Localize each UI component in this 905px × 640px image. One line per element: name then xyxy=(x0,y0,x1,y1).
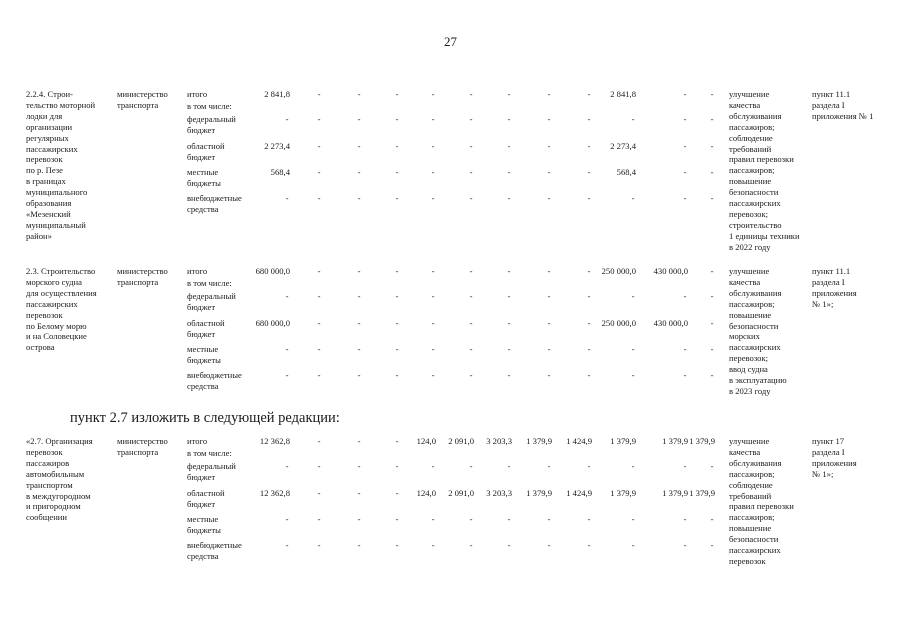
funding-value: 680 000,0 xyxy=(255,266,290,276)
funding-value: - xyxy=(285,540,289,550)
funding-value: - xyxy=(547,514,551,524)
funding-value: - xyxy=(317,141,321,151)
funding-source: итого xyxy=(187,266,208,276)
funding-value: - xyxy=(395,141,399,151)
funding-value: - xyxy=(431,114,435,124)
funding-value: - xyxy=(631,344,635,354)
result: улучшение качества обслуживания пассажиров; соблюдение требований правил перевозки пассажиров; повышение безопасности пассажирских перевозок; строительство 1 единицы техники в 2022 году xyxy=(729,89,800,252)
funding-value: 568,4 xyxy=(270,167,290,177)
funding-value: - xyxy=(395,291,399,301)
funding-value: - xyxy=(507,318,511,328)
funding-value: - xyxy=(710,370,714,380)
funding-value: 1 379,9 xyxy=(610,436,636,446)
funding-value: - xyxy=(431,266,435,276)
funding-value: 2 273,4 xyxy=(610,141,636,151)
funding-value: - xyxy=(587,114,591,124)
funding-value: - xyxy=(395,114,399,124)
funding-value: - xyxy=(710,461,714,471)
funding-value: - xyxy=(317,193,321,203)
funding-value: - xyxy=(710,344,714,354)
funding-value: - xyxy=(285,461,289,471)
funding-value: - xyxy=(285,514,289,524)
funding-value: - xyxy=(587,540,591,550)
funding-value: - xyxy=(547,89,551,99)
page-number: 27 xyxy=(444,34,457,49)
funding-value: - xyxy=(285,291,289,301)
funding-value: - xyxy=(469,89,473,99)
funding-value: - xyxy=(357,89,361,99)
funding-value: 568,4 xyxy=(616,167,636,177)
funding-value: - xyxy=(395,89,399,99)
funding-value: - xyxy=(469,141,473,151)
funding-value: - xyxy=(317,461,321,471)
funding-source: местные бюджеты xyxy=(187,514,221,535)
funding-value: - xyxy=(710,514,714,524)
funding-value: - xyxy=(469,193,473,203)
funding-value: - xyxy=(507,141,511,151)
funding-value: 3 203,3 xyxy=(486,436,512,446)
funding-value: 2 841,8 xyxy=(264,89,290,99)
event-name: 2.3. Строительство морского судна для осуществления пассажирских перевозок по Белому морю и на Соловецкие острова xyxy=(26,266,97,353)
funding-value: 124,0 xyxy=(416,436,436,446)
funding-value: - xyxy=(683,114,687,124)
funding-value: - xyxy=(317,89,321,99)
funding-value: - xyxy=(507,89,511,99)
funding-value: - xyxy=(631,291,635,301)
funding-value: - xyxy=(507,167,511,177)
funding-value: - xyxy=(357,461,361,471)
funding-value: - xyxy=(507,370,511,380)
funding-value: - xyxy=(587,344,591,354)
funding-value: - xyxy=(395,344,399,354)
funding-source: внебюджетные средства xyxy=(187,193,242,214)
funding-value: - xyxy=(683,141,687,151)
funding-value: - xyxy=(317,344,321,354)
funding-value: - xyxy=(507,461,511,471)
funding-value: - xyxy=(395,488,399,498)
funding-value: - xyxy=(431,370,435,380)
executor: министерство транспорта xyxy=(117,266,168,287)
instruction-heading: пункт 2.7 изложить в следующей редакции: xyxy=(70,410,340,426)
funding-value: - xyxy=(683,193,687,203)
funding-value: - xyxy=(431,141,435,151)
funding-value: 1 424,9 xyxy=(566,436,592,446)
funding-value: - xyxy=(631,514,635,524)
funding-source: внебюджетные средства xyxy=(187,540,242,561)
funding-value: - xyxy=(547,266,551,276)
funding-value: - xyxy=(431,89,435,99)
funding-value: - xyxy=(317,167,321,177)
funding-value: - xyxy=(631,193,635,203)
funding-value: - xyxy=(317,318,321,328)
funding-value: - xyxy=(507,193,511,203)
funding-value: 1 379,9 xyxy=(526,488,552,498)
funding-value: - xyxy=(683,291,687,301)
funding-value: - xyxy=(631,370,635,380)
funding-value: 124,0 xyxy=(416,488,436,498)
funding-value: - xyxy=(507,514,511,524)
funding-value: - xyxy=(469,291,473,301)
funding-value: - xyxy=(317,540,321,550)
funding-value: - xyxy=(317,114,321,124)
result: улучшение качества обслуживания пассажиров; соблюдение требований правил перевозки пассажиров; повышение безопасности пассажирских перевозок xyxy=(729,436,794,566)
funding-value: - xyxy=(683,540,687,550)
funding-source: в том числе: xyxy=(187,101,232,111)
funding-value: - xyxy=(317,436,321,446)
funding-value: 12 362,8 xyxy=(259,488,290,498)
funding-value: - xyxy=(317,488,321,498)
funding-value: - xyxy=(587,370,591,380)
funding-value: 2 273,4 xyxy=(264,141,290,151)
funding-value: - xyxy=(469,461,473,471)
funding-value: - xyxy=(395,540,399,550)
funding-value: - xyxy=(395,461,399,471)
funding-value: - xyxy=(683,344,687,354)
funding-value: - xyxy=(547,167,551,177)
funding-source: областной бюджет xyxy=(187,141,225,162)
funding-value: - xyxy=(547,193,551,203)
funding-value: - xyxy=(507,291,511,301)
funding-source: в том числе: xyxy=(187,278,232,288)
funding-value: - xyxy=(710,291,714,301)
funding-value: 2 091,0 xyxy=(448,436,474,446)
funding-value: - xyxy=(357,488,361,498)
funding-source: федеральный бюджет xyxy=(187,114,236,135)
funding-value: - xyxy=(683,514,687,524)
funding-value: - xyxy=(710,167,714,177)
funding-value: 1 379,9 xyxy=(526,436,552,446)
funding-source: местные бюджеты xyxy=(187,167,221,188)
funding-value: - xyxy=(395,318,399,328)
funding-value: - xyxy=(317,266,321,276)
funding-value: - xyxy=(395,436,399,446)
funding-value: - xyxy=(587,193,591,203)
funding-value: - xyxy=(469,344,473,354)
funding-value: - xyxy=(431,344,435,354)
funding-value: 1 379,9 xyxy=(662,436,688,446)
event-name: «2.7. Организация перевозок пассажиров автомобильным транспортом в междугородном и пригородном сообщении xyxy=(26,436,93,523)
funding-value: - xyxy=(285,370,289,380)
funding-value: 1 424,9 xyxy=(566,488,592,498)
funding-value: 1 379,9 xyxy=(662,488,688,498)
executor: министерство транспорта xyxy=(117,89,168,110)
funding-value: - xyxy=(469,114,473,124)
funding-value: - xyxy=(587,318,591,328)
funding-value: - xyxy=(285,344,289,354)
funding-value: - xyxy=(469,514,473,524)
funding-value: - xyxy=(395,167,399,177)
funding-source: внебюджетные средства xyxy=(187,370,242,391)
funding-value: - xyxy=(683,370,687,380)
funding-value: - xyxy=(683,461,687,471)
funding-value: - xyxy=(507,114,511,124)
event-name: 2.2.4. Строи- тельство моторной лодки для организации регулярных пассажирских перевозок по р. Пезе в границах муниципального образования «Мезенский муниципальный район» xyxy=(26,89,96,241)
funding-value: - xyxy=(507,540,511,550)
funding-source: в том числе: xyxy=(187,448,232,458)
funding-value: 2 841,8 xyxy=(610,89,636,99)
funding-value: - xyxy=(357,540,361,550)
funding-value: - xyxy=(547,344,551,354)
funding-value: - xyxy=(357,193,361,203)
funding-value: 430 000,0 xyxy=(653,318,688,328)
funding-value: - xyxy=(469,266,473,276)
funding-value: - xyxy=(469,318,473,328)
funding-value: - xyxy=(317,370,321,380)
funding-source: итого xyxy=(187,436,208,446)
funding-value: - xyxy=(710,114,714,124)
funding-value: - xyxy=(357,291,361,301)
funding-value: - xyxy=(710,540,714,550)
funding-value: - xyxy=(357,370,361,380)
link: пункт 17 раздела I приложения № 1»; xyxy=(812,436,857,479)
funding-value: - xyxy=(395,514,399,524)
funding-value: - xyxy=(631,540,635,550)
funding-value: 12 362,8 xyxy=(259,436,290,446)
funding-value: 430 000,0 xyxy=(653,266,688,276)
funding-value: - xyxy=(317,291,321,301)
executor: министерство транспорта xyxy=(117,436,168,457)
funding-value: - xyxy=(547,370,551,380)
funding-value: - xyxy=(547,291,551,301)
funding-value: - xyxy=(631,461,635,471)
link: пункт 11.1 раздела I приложения № 1 xyxy=(812,89,874,121)
funding-value: - xyxy=(507,344,511,354)
funding-value: - xyxy=(431,514,435,524)
funding-value: - xyxy=(587,167,591,177)
funding-value: - xyxy=(469,370,473,380)
funding-value: - xyxy=(395,193,399,203)
funding-value: - xyxy=(431,167,435,177)
funding-value: - xyxy=(285,193,289,203)
funding-value: - xyxy=(317,514,321,524)
funding-value: - xyxy=(431,318,435,328)
funding-value: 3 203,3 xyxy=(486,488,512,498)
funding-source: итого xyxy=(187,89,208,99)
funding-value: 250 000,0 xyxy=(601,266,636,276)
funding-value: - xyxy=(587,461,591,471)
funding-value: - xyxy=(357,514,361,524)
funding-value: - xyxy=(507,266,511,276)
funding-source: федеральный бюджет xyxy=(187,461,236,482)
funding-value: - xyxy=(587,141,591,151)
funding-value: 680 000,0 xyxy=(255,318,290,328)
funding-source: местные бюджеты xyxy=(187,344,221,365)
funding-value: - xyxy=(469,540,473,550)
funding-value: - xyxy=(547,114,551,124)
funding-value: - xyxy=(431,291,435,301)
funding-source: федеральный бюджет xyxy=(187,291,236,312)
funding-value: - xyxy=(357,344,361,354)
funding-source: областной бюджет xyxy=(187,488,225,509)
funding-value: - xyxy=(710,266,714,276)
funding-value: - xyxy=(710,318,714,328)
funding-value: - xyxy=(357,141,361,151)
result: улучшение качества обслуживания пассажиров; повышение безопасности морских пассажирских перевозок; ввод судна в эксплуатацию в 2023 году xyxy=(729,266,787,396)
funding-value: - xyxy=(587,291,591,301)
funding-value: - xyxy=(395,266,399,276)
funding-value: - xyxy=(431,193,435,203)
funding-value: 2 091,0 xyxy=(448,488,474,498)
funding-value: 1 379,9 xyxy=(689,436,715,446)
funding-value: - xyxy=(710,193,714,203)
funding-value: - xyxy=(683,89,687,99)
funding-value: - xyxy=(547,540,551,550)
funding-value: 1 379,9 xyxy=(689,488,715,498)
funding-value: - xyxy=(395,370,399,380)
funding-value: - xyxy=(710,89,714,99)
funding-source: областной бюджет xyxy=(187,318,225,339)
funding-value: - xyxy=(357,318,361,328)
funding-value: 250 000,0 xyxy=(601,318,636,328)
funding-value: - xyxy=(357,436,361,446)
funding-value: 1 379,9 xyxy=(610,488,636,498)
funding-value: - xyxy=(431,540,435,550)
funding-value: - xyxy=(710,141,714,151)
funding-value: - xyxy=(547,461,551,471)
funding-value: - xyxy=(357,266,361,276)
funding-value: - xyxy=(285,114,289,124)
funding-value: - xyxy=(357,114,361,124)
funding-value: - xyxy=(431,461,435,471)
funding-value: - xyxy=(547,141,551,151)
funding-value: - xyxy=(587,266,591,276)
funding-value: - xyxy=(547,318,551,328)
link: пункт 11.1 раздела I приложения № 1»; xyxy=(812,266,857,309)
funding-value: - xyxy=(469,167,473,177)
funding-value: - xyxy=(587,89,591,99)
funding-value: - xyxy=(357,167,361,177)
funding-value: - xyxy=(631,114,635,124)
funding-value: - xyxy=(587,514,591,524)
funding-value: - xyxy=(683,167,687,177)
